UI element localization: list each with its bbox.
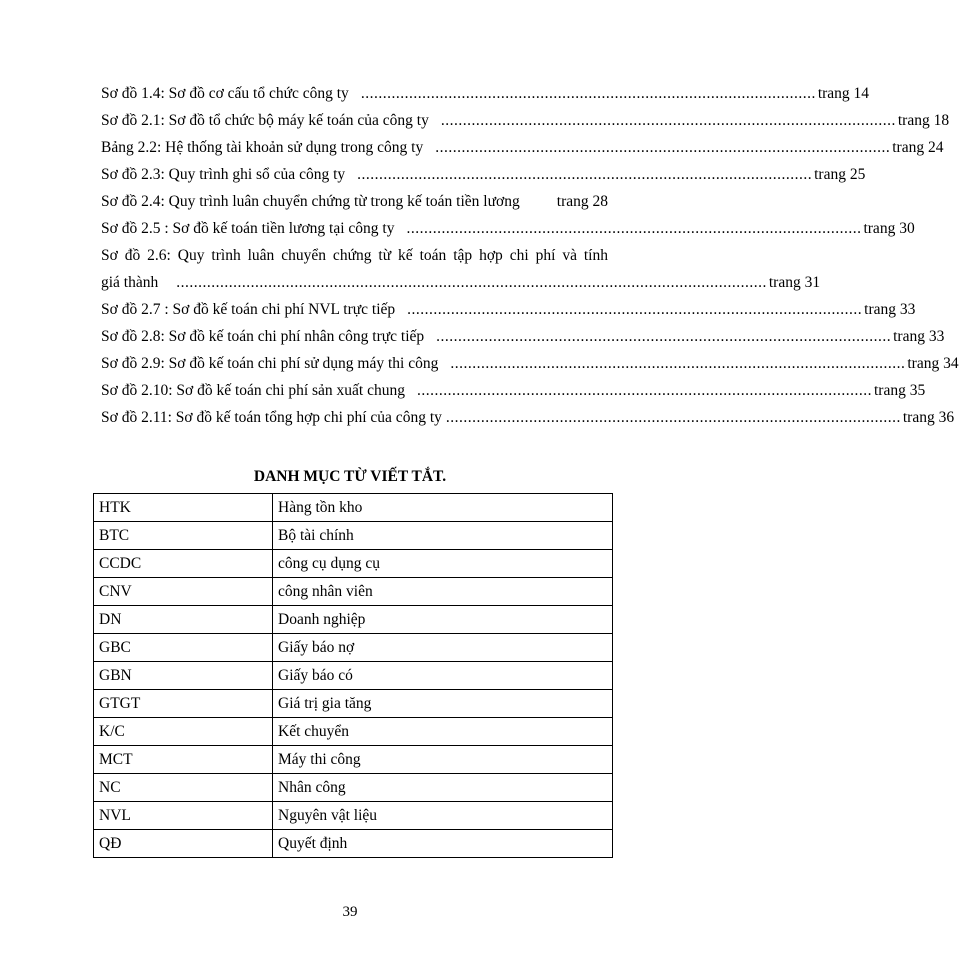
toc-title: Sơ đồ 2.7 : Sơ đồ kế toán chi phí NVL trực tiếp — [101, 301, 396, 318]
abbr-code: HTK — [94, 494, 273, 522]
toc-page: trang 24 — [892, 139, 944, 156]
toc-entry — [101, 80, 870, 107]
abbr-code: CCDC — [94, 550, 273, 578]
toc-entry — [101, 323, 945, 350]
toc-page: trang 34 — [907, 355, 959, 372]
abbr-code: GBC — [94, 634, 273, 662]
toc-page: trang 33 — [893, 328, 945, 345]
abbreviations-table — [93, 493, 613, 858]
abbr-code: BTC — [94, 522, 273, 550]
toc-title: Sơ đồ 2.10: Sơ đồ kế toán chi phí sản xuất chung — [101, 382, 405, 399]
abbr-meaning: Doanh nghiệp — [273, 606, 613, 634]
table-row — [94, 494, 613, 522]
toc-title: Sơ đồ 2.11: Sơ đồ kế toán tổng hợp chi phí của công ty — [101, 409, 442, 426]
abbr-code: QĐ — [94, 830, 273, 858]
table-row — [94, 662, 613, 690]
toc-title: Sơ đồ 2.8: Sơ đồ kế toán chi phí nhân công trực tiếp — [101, 328, 425, 345]
abbr-code: K/C — [94, 718, 273, 746]
toc-leader: ....................................................................................................................................... — [176, 274, 767, 291]
abbr-meaning: Máy thi công — [273, 746, 613, 774]
abbr-meaning: Nguyên vật liệu — [273, 802, 613, 830]
toc-page: trang 36 — [902, 409, 955, 426]
toc-entry — [101, 134, 944, 161]
toc-page: trang 25 — [814, 166, 866, 183]
table-row — [94, 634, 613, 662]
abbr-meaning: Giấy báo nợ — [273, 634, 613, 662]
toc-leader: ........................................................................................................ — [436, 328, 892, 345]
abbr-meaning: Nhân công — [273, 774, 613, 802]
toc-leader: ........................................................................................................ — [445, 409, 901, 426]
toc-leader: ........................................................................................................ — [450, 355, 906, 372]
abbr-code: DN — [94, 606, 273, 634]
toc-page: trang 18 — [897, 112, 950, 129]
abbr-meaning: Quyết định — [273, 830, 613, 858]
toc-entry — [101, 269, 821, 296]
toc-entry — [101, 188, 608, 215]
toc-title: Bảng 2.2: Hệ thống tài khoản sử dụng trong công ty — [101, 139, 424, 156]
toc-page: trang 31 — [768, 274, 821, 291]
toc-title: Sơ đồ 1.4: Sơ đồ cơ cấu tổ chức công ty — [101, 85, 349, 102]
toc-title: Sơ đồ 2.6: Quy trình luân chuyển chứng từ kế toán tập hợp chi phí và tính — [101, 247, 608, 264]
toc-entry — [101, 107, 950, 134]
table-row — [94, 746, 613, 774]
toc-title: Sơ đồ 2.4: Quy trình luân chuyển chứng từ trong kế toán tiền lương — [101, 193, 520, 210]
toc-leader: ........................................................................................................ — [416, 382, 872, 399]
abbr-code: NC — [94, 774, 273, 802]
abbr-code: GTGT — [94, 690, 273, 718]
table-row — [94, 550, 613, 578]
figure-list — [101, 80, 959, 431]
abbr-meaning: công nhân viên — [273, 578, 613, 606]
toc-page: trang 28 — [556, 193, 608, 210]
toc-entry — [101, 215, 915, 242]
toc-title: Sơ đồ 2.3: Quy trình ghi sổ của công ty — [101, 166, 346, 183]
toc-title-continuation: giá thành — [101, 274, 159, 291]
toc-page: trang 30 — [863, 220, 915, 237]
toc-title: Sơ đồ 2.9: Sơ đồ kế toán chi phí sử dụng máy thi công — [101, 355, 439, 372]
toc-entry — [101, 377, 926, 404]
toc-entry — [101, 404, 955, 431]
toc-page: trang 33 — [864, 301, 916, 318]
abbr-meaning: Kết chuyển — [273, 718, 613, 746]
toc-title: Sơ đồ 2.1: Sơ đồ tổ chức bộ máy kế toán của công ty — [101, 112, 429, 129]
toc-leader: ........................................................................................................ — [406, 220, 862, 237]
abbr-code: NVL — [94, 802, 273, 830]
toc-entry — [101, 296, 916, 323]
abbr-meaning: Bộ tài chính — [273, 522, 613, 550]
toc-page: trang 35 — [873, 382, 926, 399]
abbr-code: CNV — [94, 578, 273, 606]
abbr-code: GBN — [94, 662, 273, 690]
toc-entry — [101, 350, 959, 377]
toc-leader: ........................................................................................................ — [440, 112, 896, 129]
abbr-meaning: Giấy báo có — [273, 662, 613, 690]
toc-leader: ........................................................................................................ — [435, 139, 891, 156]
toc-page: trang 14 — [817, 85, 870, 102]
abbr-meaning: Giá trị gia tăng — [273, 690, 613, 718]
toc-leader: ........................................................................................................ — [357, 166, 813, 183]
page-number: 39 — [342, 904, 358, 920]
table-row — [94, 774, 613, 802]
toc-leader: ........................................................................................................ — [407, 301, 863, 318]
table-row — [94, 522, 613, 550]
table-row — [94, 802, 613, 830]
table-row — [94, 690, 613, 718]
toc-leader: ........................................................................................................ — [360, 85, 816, 102]
abbreviations-heading: DANH MỤC TỪ VIẾT TẮT. — [253, 468, 447, 485]
toc-title: Sơ đồ 2.5 : Sơ đồ kế toán tiền lương tại công ty — [101, 220, 395, 237]
table-row — [94, 606, 613, 634]
table-row — [94, 830, 613, 858]
abbr-meaning: công cụ dụng cụ — [273, 550, 613, 578]
abbr-meaning: Hàng tồn kho — [273, 494, 613, 522]
table-row — [94, 718, 613, 746]
table-row — [94, 578, 613, 606]
toc-entry — [101, 161, 866, 188]
abbr-code: MCT — [94, 746, 273, 774]
